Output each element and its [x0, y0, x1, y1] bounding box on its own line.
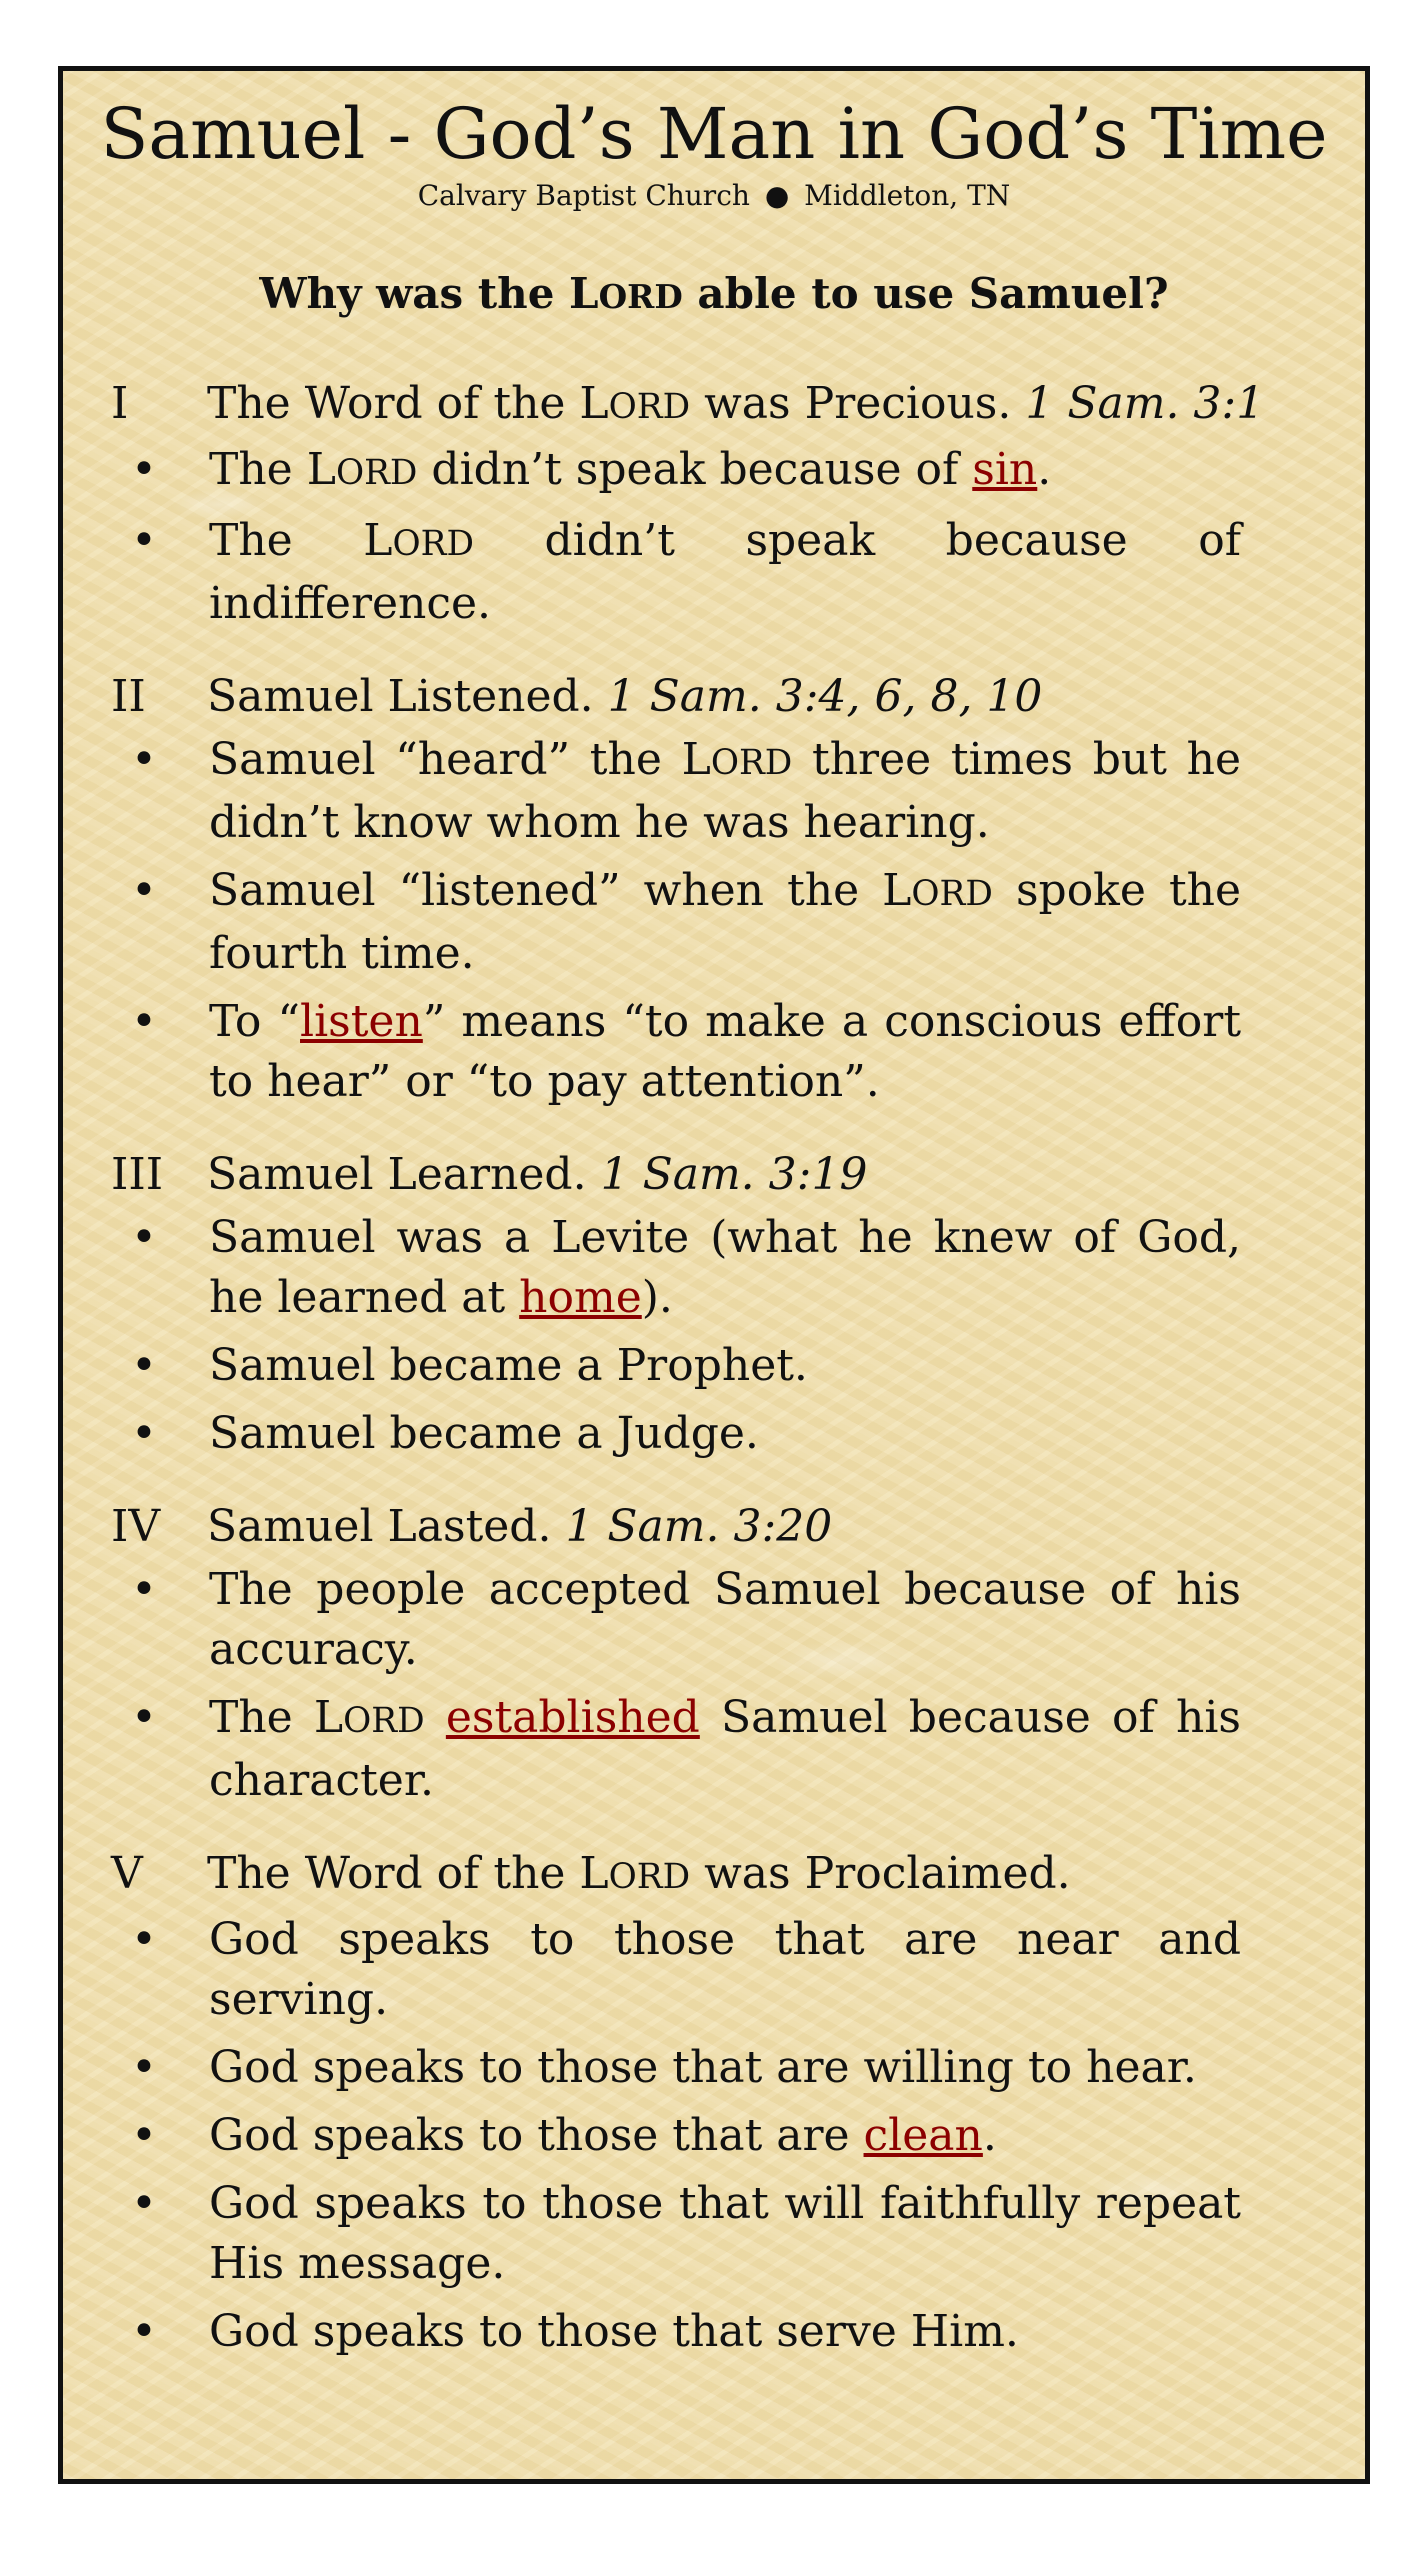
- list-item: [111, 2302, 1341, 2362]
- church-location: Middleton, TN: [804, 179, 1011, 212]
- list-item: [111, 1688, 1341, 1811]
- bullet-icon: •: [131, 1340, 157, 1391]
- point-heading: [111, 1142, 1341, 1208]
- bullet-icon: •: [131, 2306, 157, 2357]
- list-item: [111, 1560, 1341, 1680]
- point-items: [111, 1560, 1341, 1811]
- bullet-icon: •: [131, 2110, 157, 2161]
- roman-numeral: V: [111, 1848, 143, 1899]
- outline-point: [111, 664, 1341, 1112]
- point-heading: [111, 1494, 1341, 1560]
- list-item-text: Samuel “heard” the LORD three times but he didn’t know whom he was hearing.: [209, 734, 1241, 848]
- list-item-text: Samuel became a Judge.: [209, 1408, 759, 1459]
- point-title: Samuel Learned.: [207, 1149, 587, 1200]
- bullet-icon: •: [131, 1914, 157, 1965]
- bullet-icon: •: [131, 1692, 157, 1743]
- bullet-icon: •: [131, 1212, 157, 1263]
- list-item: [111, 1910, 1341, 2030]
- page-title: Samuel - God’s Man in God’s Time: [100, 93, 1328, 175]
- list-item: [111, 440, 1341, 503]
- list-item-text: God speaks to those that are clean.: [209, 2110, 997, 2161]
- sermon-outline: [111, 371, 1341, 2392]
- scripture-reference: 1 Sam. 3:19: [600, 1149, 868, 1200]
- list-item-text: The LORD established Samuel because of his character.: [209, 1692, 1241, 1806]
- bullet-icon: •: [131, 734, 157, 785]
- outline-point: [111, 1841, 1341, 2362]
- roman-numeral: III: [111, 1149, 164, 1200]
- list-item: [111, 1404, 1341, 1464]
- list-item-text: To “listen” means “to make a conscious effort to hear” or “to pay attention”.: [209, 996, 1241, 1107]
- list-item: [111, 730, 1341, 853]
- bullet-icon: •: [131, 1564, 157, 1615]
- bullet-icon: •: [131, 515, 157, 566]
- outline-point: [111, 371, 1341, 634]
- church-name: Calvary Baptist Church: [417, 179, 750, 212]
- point-items: [111, 1910, 1341, 2362]
- bullet-icon: •: [131, 2042, 157, 2093]
- point-title: Samuel Lasted.: [207, 1501, 552, 1552]
- list-item-text: Samuel became a Prophet.: [209, 1340, 808, 1391]
- list-item-text: God speaks to those that are near and serving.: [209, 1914, 1241, 2025]
- point-title: Samuel Listened.: [207, 671, 594, 722]
- roman-numeral: II: [111, 671, 146, 722]
- outline-point: [111, 1494, 1341, 1811]
- list-item-text: Samuel “listened” when the LORD spoke the fourth time.: [209, 865, 1241, 979]
- scripture-reference: 1 Sam. 3:20: [565, 1501, 833, 1552]
- list-item: [111, 2106, 1341, 2166]
- list-item: [111, 511, 1341, 634]
- list-item-text: Samuel was a Levite (what he knew of God, he learned at home).: [209, 1212, 1241, 1323]
- bullet-icon: •: [131, 865, 157, 916]
- point-items: [111, 440, 1341, 634]
- church-subtitle: [63, 179, 1365, 212]
- list-item: [111, 2174, 1341, 2294]
- roman-numeral: I: [111, 378, 129, 429]
- list-item-text: The LORD didn’t speak because of indifference.: [209, 515, 1241, 629]
- point-heading: [111, 1841, 1341, 1910]
- scripture-reference: 1 Sam. 3:1: [1025, 378, 1265, 429]
- separator-dot: ●: [764, 179, 790, 212]
- point-items: [111, 1208, 1341, 1464]
- outline-point: [111, 1142, 1341, 1464]
- main-question: Why was the LORD able to use Samuel?: [259, 269, 1169, 318]
- bullet-icon: •: [131, 444, 157, 495]
- roman-numeral: IV: [111, 1501, 161, 1552]
- list-item: [111, 2038, 1341, 2098]
- bullet-icon: •: [131, 996, 157, 1047]
- bullet-icon: •: [131, 2178, 157, 2229]
- bullet-icon: •: [131, 1408, 157, 1459]
- list-item-text: The LORD didn’t speak because of sin.: [209, 444, 1052, 495]
- list-item-text: God speaks to those that will faithfully repeat His message.: [209, 2178, 1241, 2289]
- point-heading: [111, 664, 1341, 730]
- list-item: [111, 1336, 1341, 1396]
- point-heading: [111, 371, 1341, 440]
- point-title: The Word of the LORD was Proclaimed.: [207, 1848, 1071, 1899]
- point-title: The Word of the LORD was Precious.: [207, 378, 1012, 429]
- list-item-text: God speaks to those that are willing to hear.: [209, 2042, 1197, 2093]
- list-item-text: God speaks to those that serve Him.: [209, 2306, 1019, 2357]
- point-items: [111, 730, 1341, 1112]
- outline-card: [58, 66, 1370, 2484]
- list-item: [111, 1208, 1341, 1328]
- list-item: [111, 992, 1341, 1112]
- list-item-text: The people accepted Samuel because of his accuracy.: [209, 1564, 1241, 1675]
- scripture-reference: 1 Sam. 3:4, 6, 8, 10: [607, 671, 1043, 722]
- list-item: [111, 861, 1341, 984]
